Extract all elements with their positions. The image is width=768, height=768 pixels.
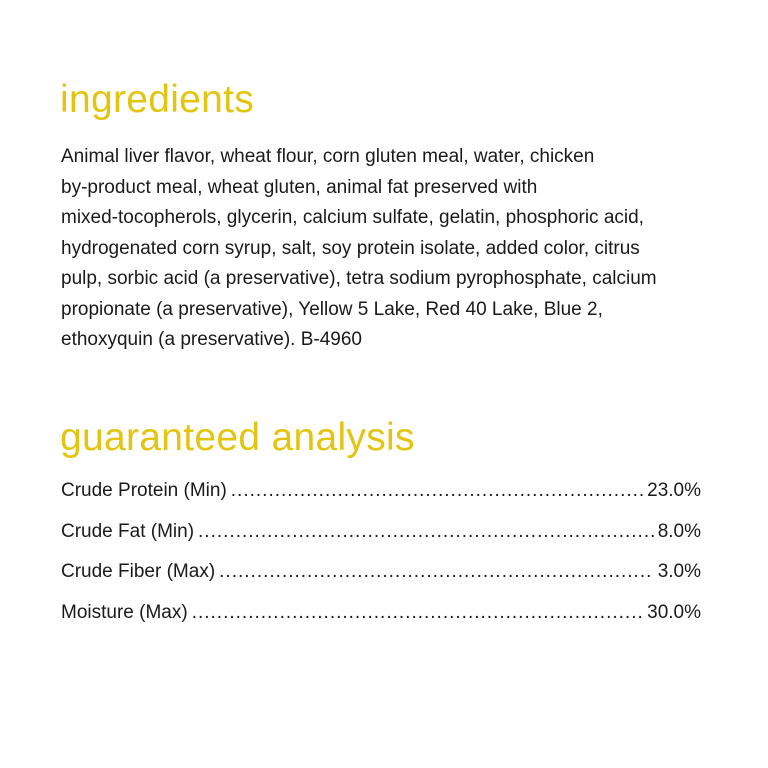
analysis-row-moisture <box>61 602 701 632</box>
analysis-label: Crude Protein (Min) <box>61 480 227 501</box>
dot-leader <box>198 521 654 543</box>
analysis-label: Crude Fat (Min) <box>61 520 195 542</box>
dot-leader <box>219 561 654 583</box>
analysis-row-crude-fat <box>61 521 701 551</box>
ingredients-line: Animal liver flavor, wheat flour, corn gluten meal, water, chicken <box>61 146 595 167</box>
guaranteed-analysis-heading: guaranteed analysis <box>60 416 415 459</box>
analysis-value: 30.0% <box>647 601 701 623</box>
analysis-value: 8.0% <box>657 520 701 542</box>
ingredients-line: propionate (a preservative), Yellow 5 Lake, Red 40 Lake, Blue 2, <box>61 298 603 320</box>
guaranteed-analysis-table <box>61 480 701 642</box>
analysis-row-crude-fiber <box>61 561 701 591</box>
ingredients-line: ethoxyquin (a preservative). B-4960 <box>61 329 362 350</box>
analysis-row-crude-protein <box>61 480 701 510</box>
analysis-value: 3.0% <box>657 561 701 582</box>
dot-leader <box>231 480 643 502</box>
ingredients-line: by-product meal, wheat gluten, animal fat preserved with <box>61 176 538 198</box>
ingredients-line: mixed-tocopherols, glycerin, calcium sulfate, gelatin, phosphoric acid, <box>61 207 644 228</box>
analysis-label: Moisture (Max) <box>61 601 188 623</box>
ingredients-line: pulp, sorbic acid (a preservative), tetra sodium pyrophosphate, calcium <box>61 268 657 289</box>
ingredients-heading: ingredients <box>60 78 255 121</box>
ingredients-list <box>61 142 721 356</box>
analysis-label: Crude Fiber (Max) <box>61 561 216 582</box>
dot-leader <box>192 602 643 624</box>
analysis-value: 23.0% <box>647 480 701 501</box>
ingredients-line: hydrogenated corn syrup, salt, soy protein isolate, added color, citrus <box>61 237 640 259</box>
